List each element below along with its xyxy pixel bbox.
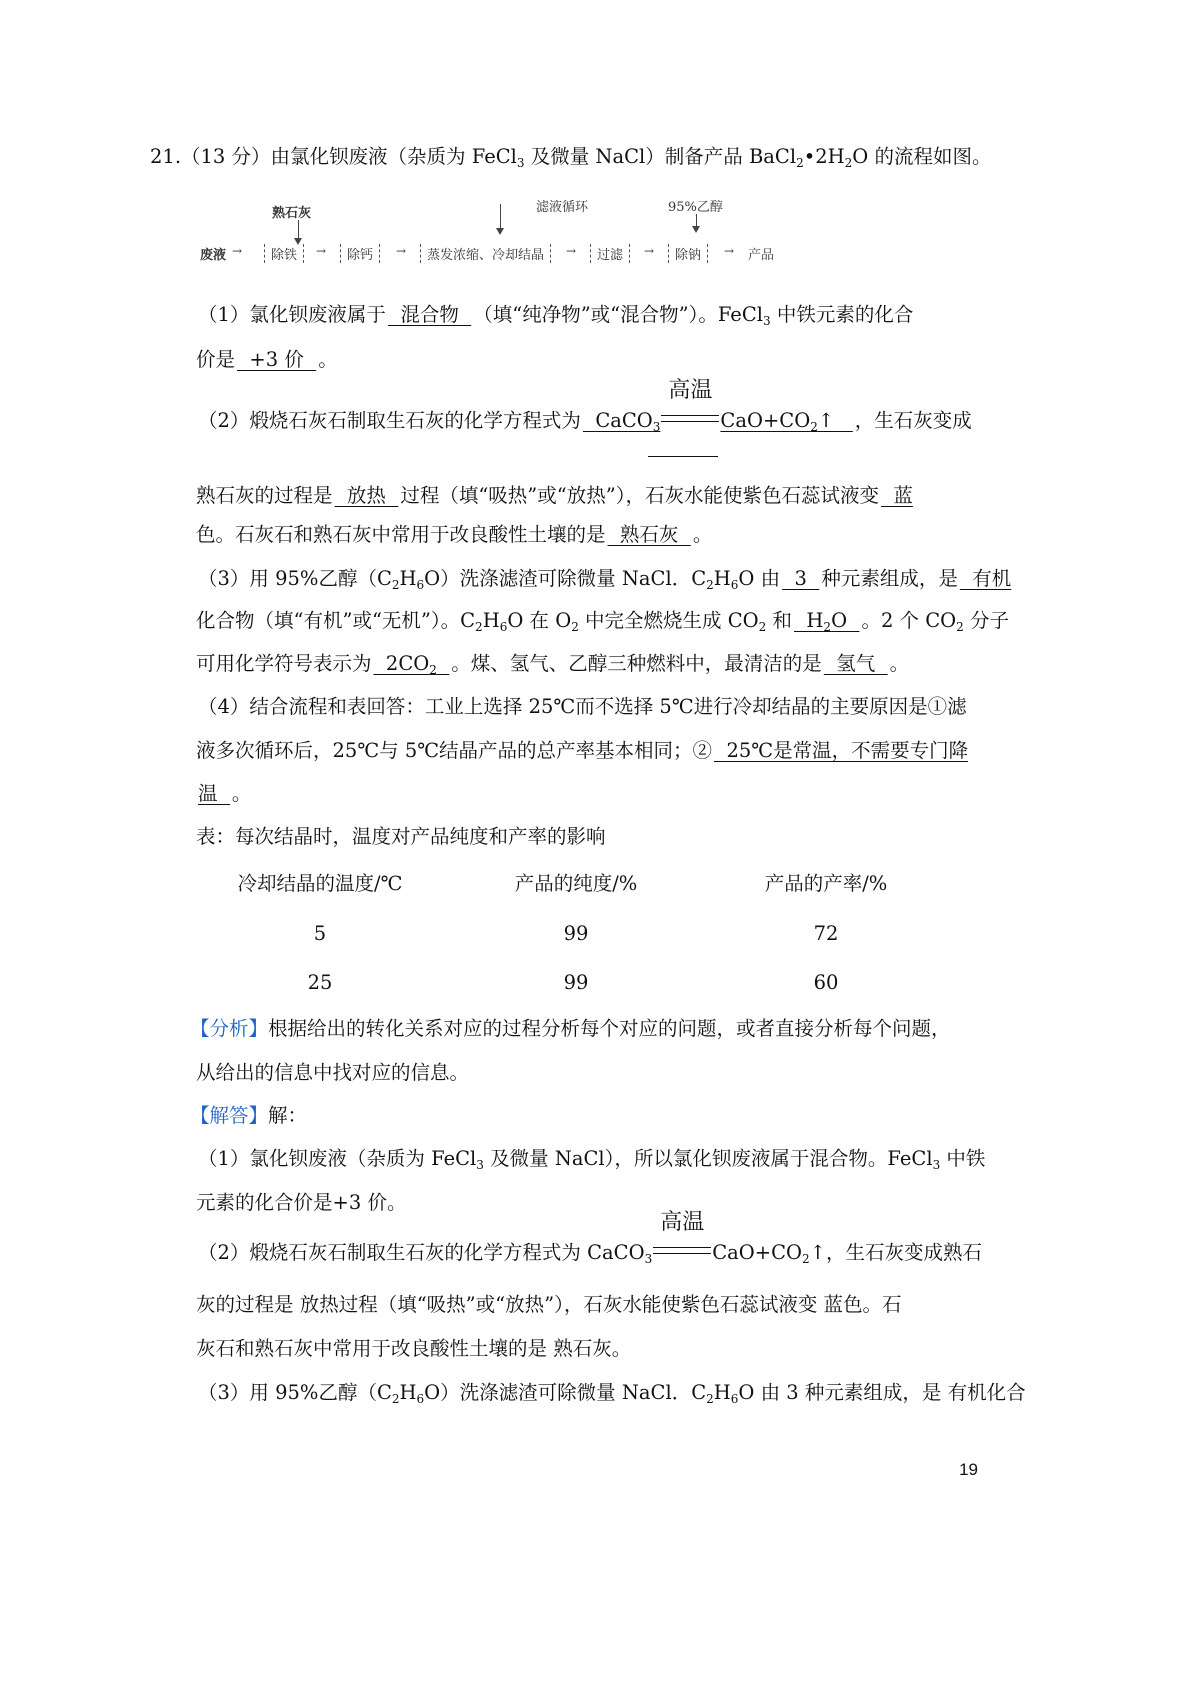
- answer-blank: 有机: [959, 567, 1012, 590]
- flow-label-ethanol: 95%乙醇: [668, 200, 723, 215]
- flow-start-waste-liquid: 废液: [200, 248, 227, 263]
- equals-sign: [653, 1247, 711, 1254]
- table-cell: 25: [307, 971, 333, 994]
- gas-arrow-icon: ↑: [817, 409, 835, 432]
- question-stem: 21.（13 分）由氯化钡废液（杂质为 FeCl$_3$ 及微量 NaCl）制备产品 $BaCl_2•2H_2O$ 的流程如图。: [150, 145, 992, 170]
- table-caption: 表：每次结晶时，温度对产品纯度和产率的影响: [196, 825, 606, 848]
- answer-line-5: 灰石和熟石灰中常用于改良酸性土壤的是 熟石灰。: [196, 1337, 632, 1360]
- q3-line-2: 化合物（填“有机”或“无机”）。$C_2H_6O$ 在 $O_2$ 中完全燃烧生成 $CO_2$ 和 $H_2O$ 。2 个 $CO_2$ 分子: [196, 606, 1026, 642]
- answer-blank: 氢气: [823, 652, 888, 675]
- flow-step-remove-calcium: 除钙: [340, 244, 380, 263]
- answer-blank: 熟石灰: [607, 523, 691, 546]
- answer-line-1: （1）氯化钡废液（杂质为 FeCl$_3$ 及微量 NaCl），所以氯化钡废液属于混合物。FeCl$_3$ 中铁: [198, 1147, 986, 1172]
- answer-line-2: 元素的化合价是+3 价。: [196, 1191, 407, 1214]
- flow-label-slaked-lime: 熟石灰: [272, 206, 312, 221]
- q1-line-2: 价是 +3 价 。: [196, 345, 1026, 375]
- flow-input-line: [298, 220, 299, 240]
- answer-blank: $2CO_2$: [373, 652, 437, 677]
- answer-blank: 混合物: [387, 303, 472, 326]
- flow-step-remove-iron: 除铁: [264, 244, 304, 263]
- table-cell: 99: [563, 971, 589, 994]
- reaction-condition: 高温: [660, 406, 720, 436]
- q3-line-1: （3）用 95%乙醇$(C_2H_6O)$洗涤滤渣可除微量 NaCl．$C_2H_6O$ 由 3 种元素组成，是 有机: [198, 564, 1028, 600]
- flow-arrow-icon: →: [396, 244, 407, 258]
- answer-blank: 蓝: [880, 484, 913, 507]
- flow-arrow-icon: →: [566, 244, 577, 258]
- table-header: 冷却结晶的温度/℃: [237, 872, 403, 895]
- q2-line-2: 熟石灰的过程是 放热 过程（填“吸热”或“放热”），石灰水能使紫色石蕊试液变 蓝: [196, 481, 1026, 511]
- analysis-tag: 【分析】: [190, 1017, 269, 1040]
- flow-ethanol-arrow-icon: [692, 226, 700, 233]
- flow-step-remove-sodium: 除钠: [668, 244, 708, 263]
- answer-blank: $H_2O$: [794, 609, 860, 634]
- q2-line-3: 色。石灰石和熟石灰中常用于改良酸性土壤的是 熟石灰 。: [196, 520, 1026, 550]
- q4-line-3: 温 。: [196, 779, 1026, 809]
- equation-blank-underline: [648, 456, 718, 457]
- flow-step-filter: 过滤: [590, 244, 630, 263]
- table-cell: 72: [813, 922, 839, 945]
- answer-blank: 25℃是常温，不需要专门降: [714, 739, 969, 762]
- flow-arrow-icon: →: [232, 244, 243, 258]
- answer-line-6: （3）用 95%乙醇$(C_2H_6O)$洗涤滤渣可除微量 NaCl．$C_2H_6O$ 由 3 种元素组成，是 有机化合: [198, 1381, 1026, 1406]
- analysis-line-2: 从给出的信息中找对应的信息。: [196, 1061, 470, 1084]
- q4-line-1: （4）结合流程和表回答：工业上选择 25℃而不选择 5℃进行冷却结晶的主要原因是①滤: [198, 695, 967, 718]
- answer-blank: 温: [198, 782, 230, 805]
- equals-sign: [661, 415, 719, 422]
- analysis-line-1: 【分析】根据给出的转化关系对应的过程分析每个对应的问题，或者直接分析每个问题，: [190, 1017, 951, 1040]
- table-header: 产品的纯度/%: [514, 872, 638, 895]
- flow-end-product: 产品: [748, 248, 775, 263]
- process-flow-diagram: [200, 200, 870, 290]
- answer-heading: 【解答】解：: [190, 1104, 308, 1127]
- answer-tag: 【解答】: [190, 1104, 269, 1127]
- reaction-condition: 高温: [652, 1238, 712, 1268]
- table-cell: 60: [813, 971, 839, 994]
- q1-line-1: （1）氯化钡废液属于 混合物 （填“纯净物”或“混合物”）。FeCl$_3$ 中铁元素的化合: [198, 300, 1028, 336]
- flow-loop-line: [500, 204, 501, 230]
- page-number: 19: [959, 1460, 978, 1479]
- answer-line-4: 灰的过程是 放热过程（填“吸热”或“放热”），石灰水能使紫色石蕊试液变 蓝色。石: [196, 1293, 902, 1316]
- table-cell: 99: [563, 922, 589, 945]
- flow-step-evaporate-crystallize: 蒸发浓缩、冷却结晶: [420, 244, 551, 263]
- answer-blank: 3: [782, 567, 820, 590]
- q4-line-2: 液多次循环后，25℃与 5℃结晶产品的总产率基本相同；② 25℃是常温，不需要专门降: [196, 736, 1026, 766]
- q2-line-1: （2）煅烧石灰石制取生石灰的化学方程式为 CaCO$_3$ 高温 $CaO+CO_2↑$ ，生石灰变成: [198, 406, 1028, 442]
- q3-line-3: 可用化学符号表示为 $2CO_2$ 。煤、氢气、乙醇三种燃料中，最清洁的是 氢气 。: [196, 649, 1026, 685]
- flow-arrow-icon: →: [644, 244, 655, 258]
- equation-blank: CaCO$_3$ 高温 $CaO+CO_2↑$: [595, 378, 835, 434]
- flow-loop-arrow-icon: [496, 228, 504, 235]
- answer-blank: +3 价: [237, 348, 317, 371]
- flow-arrow-icon: →: [724, 244, 735, 258]
- table-cell: 5: [313, 922, 327, 945]
- flow-label-filtrate-loop: 滤液循环: [536, 200, 589, 215]
- table-header: 产品的产率/%: [764, 872, 888, 895]
- answer-blank: 放热: [334, 484, 399, 507]
- answer-line-3: （2）煅烧石灰石制取生石灰的化学方程式为 CaCO$_3$ 高温 $CaO+CO_2↑$，生石灰变成熟石: [198, 1210, 982, 1266]
- flow-arrow-icon: →: [316, 244, 327, 258]
